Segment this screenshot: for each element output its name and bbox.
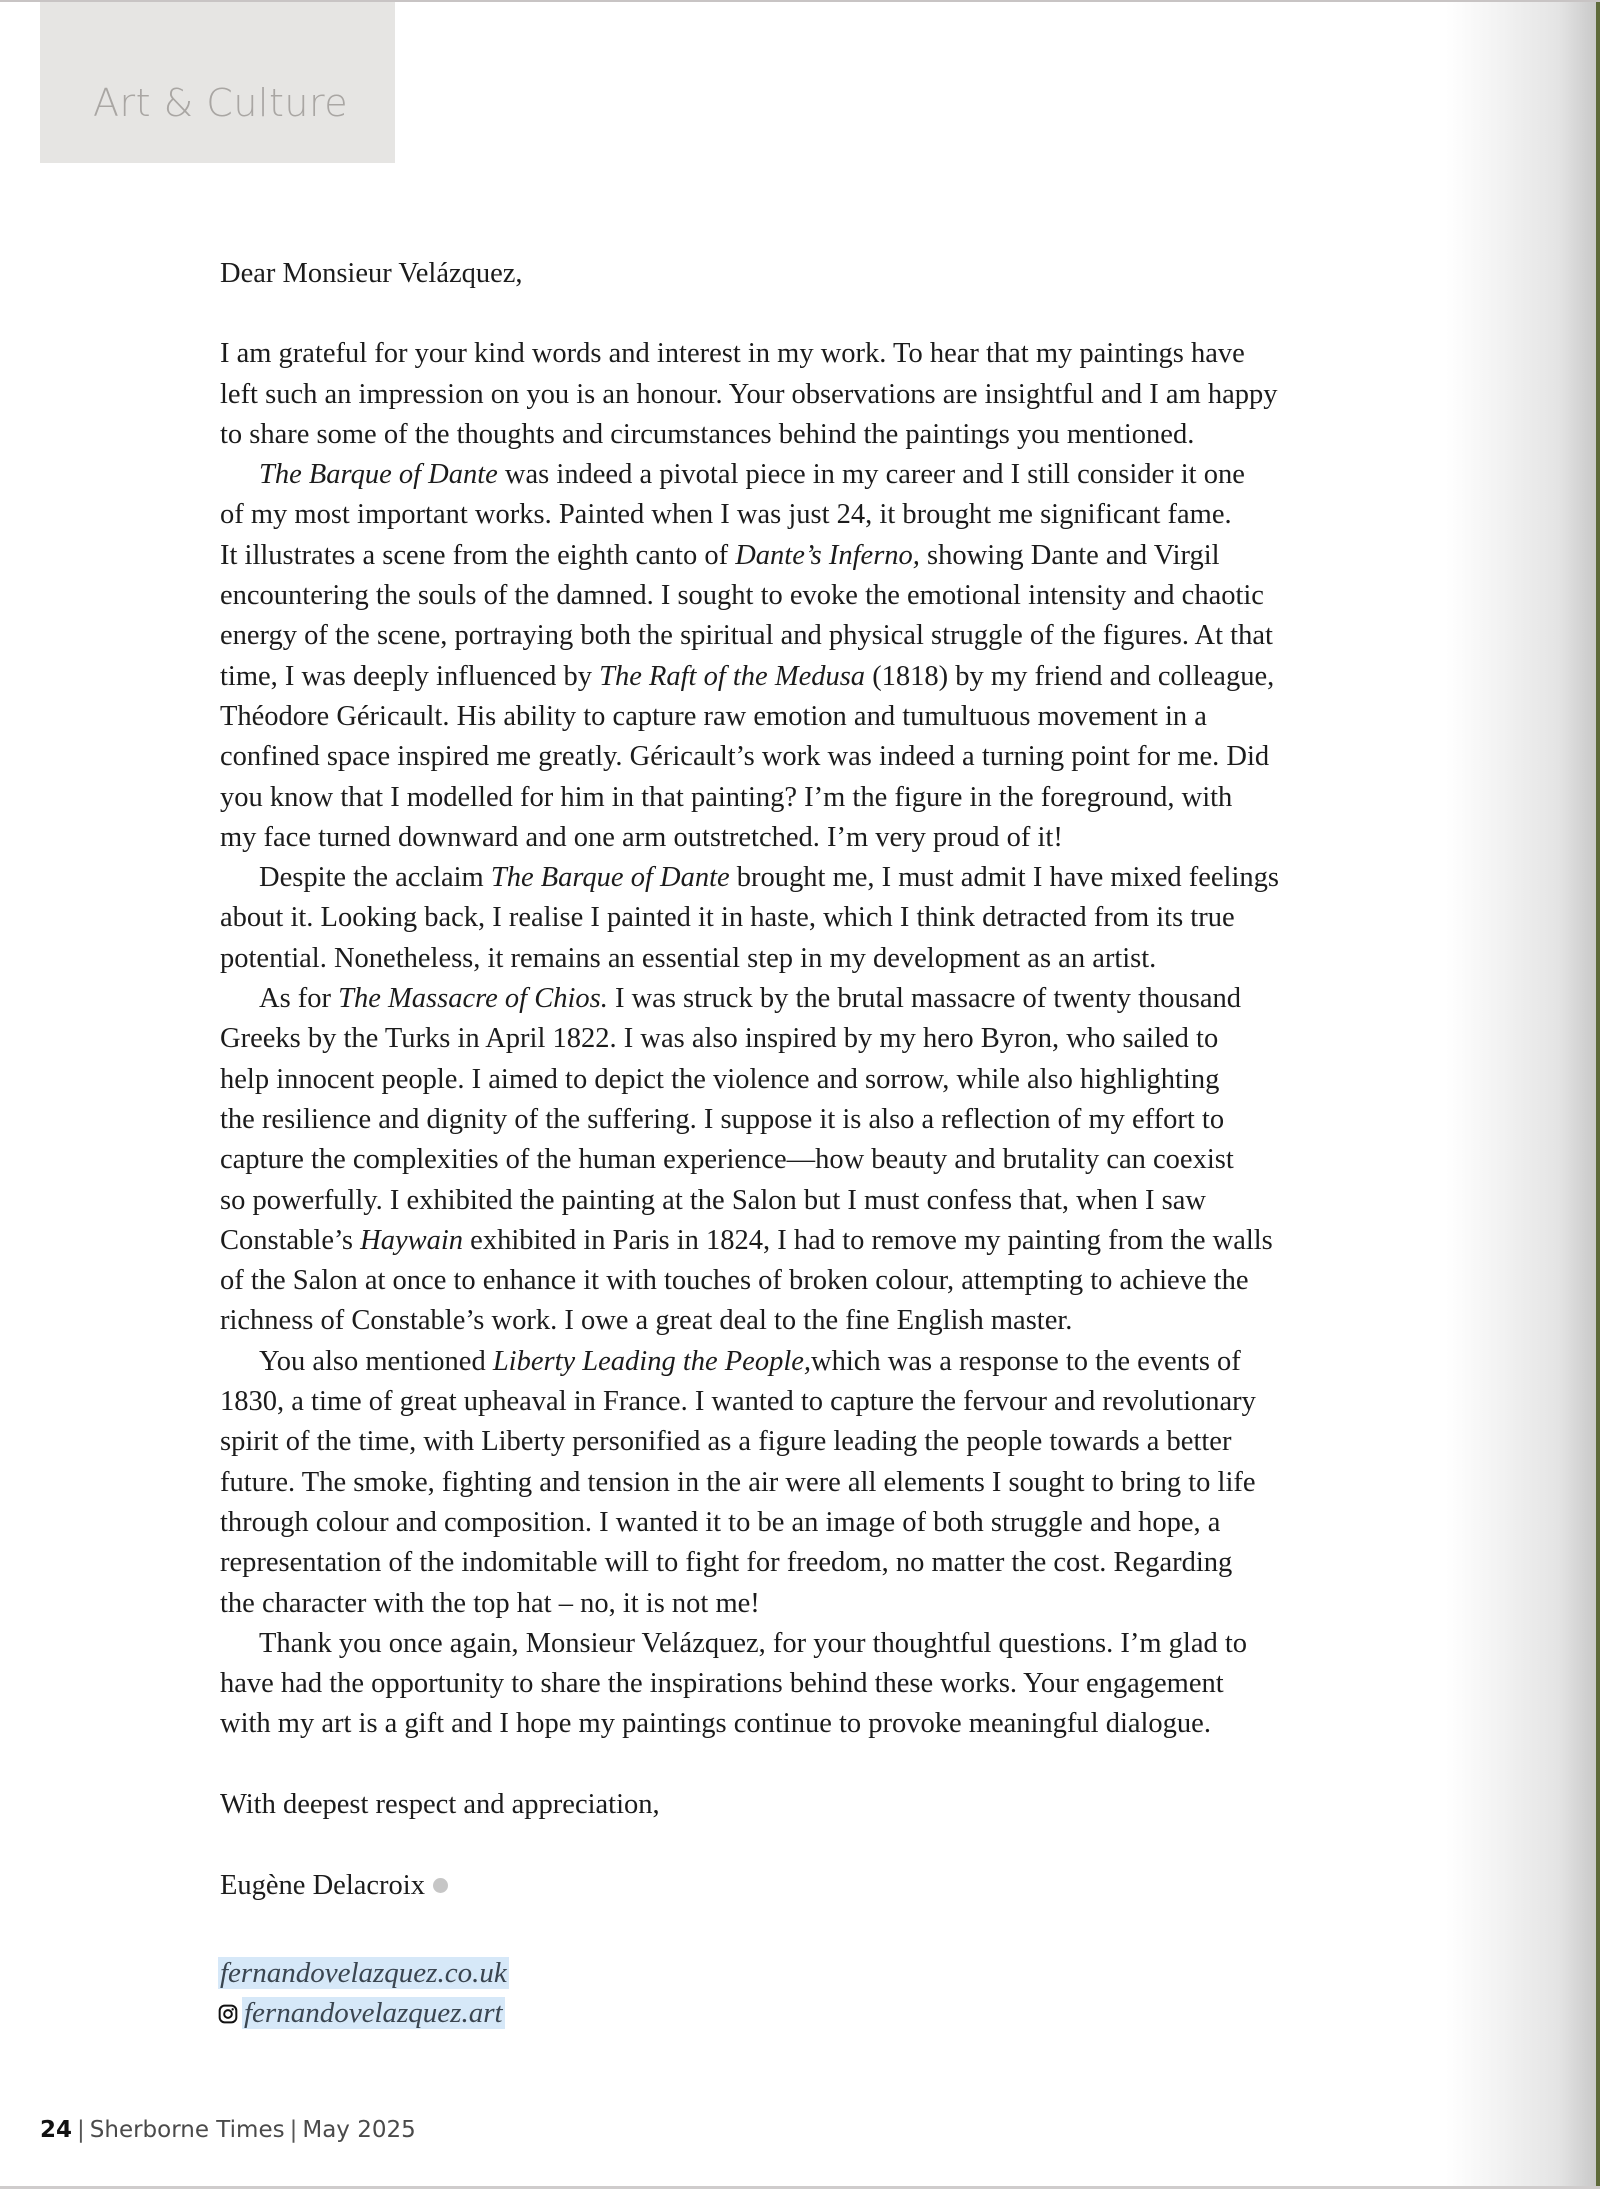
text-line <box>220 536 1360 576</box>
text-run: about it. Looking back, I realise I painted it in haste, which I think detracted from its true <box>220 902 1235 934</box>
instagram-row <box>218 1993 509 2033</box>
text-run: exhibited in Paris in 1824, I had to remove my painting from the walls <box>463 1224 1273 1256</box>
text-line <box>220 1584 1360 1624</box>
website-row <box>218 1953 509 1993</box>
paragraph-first-line <box>220 455 1360 495</box>
text-run: time, I was deeply influenced by <box>220 660 600 692</box>
signature-row <box>220 1866 1360 1906</box>
artwork-title: The Barque of Dante <box>259 459 498 491</box>
text-line <box>220 415 1360 455</box>
letter-paragraphs <box>220 334 1360 1744</box>
gutter-shadow <box>1446 2 1596 2186</box>
publication-name: Sherborne Times <box>89 2117 285 2143</box>
paragraph-first-line <box>220 979 1360 1019</box>
paragraph-first-line <box>220 858 1360 898</box>
text-run: so powerfully. I exhibited the painting at the Salon but I must confess that, when I saw <box>220 1184 1206 1216</box>
text-line <box>220 1060 1360 1100</box>
text-line <box>220 697 1360 737</box>
text-run: (1818) by my friend and colleague, <box>865 660 1275 692</box>
text-run: Despite the acclaim <box>259 862 491 894</box>
text-run: with my art is a gift and I hope my paintings continue to provoke meaningful dialogue. <box>220 1708 1211 1740</box>
text-run: through colour and composition. I wanted it to be an image of both struggle and hope, a <box>220 1506 1221 1538</box>
page-number: 24 <box>40 2117 73 2143</box>
salutation: Dear Monsieur Velázquez, <box>220 258 523 289</box>
text-line <box>220 1301 1360 1341</box>
text-run: encountering the souls of the damned. I sought to evoke the emotional intensity and chaotic <box>220 580 1264 612</box>
text-run: left such an impression on you is an honour. Your observations are insightful and I am happy <box>220 378 1278 410</box>
letter-body <box>220 254 1360 1906</box>
text-line <box>220 898 1360 938</box>
text-run: You also mentioned <box>259 1345 493 1377</box>
text-run: 1830, a time of great upheaval in France. I wanted to capture the fervour and revolutionary <box>220 1386 1256 1418</box>
text-line <box>220 657 1360 697</box>
text-line <box>220 616 1360 656</box>
end-mark-icon <box>433 1878 448 1893</box>
text-line <box>220 1019 1360 1059</box>
artwork-title: The Raft of the Medusa <box>599 660 866 692</box>
text-run: As for <box>259 983 339 1015</box>
text-line <box>220 1463 1360 1503</box>
issue-date: May 2025 <box>302 2117 416 2143</box>
text-run: It illustrates a scene from the eighth canto of <box>220 539 736 571</box>
section-label: Art & Culture <box>93 81 349 125</box>
page-footer <box>40 2119 416 2142</box>
text-run: my face turned downward and one arm outstretched. I’m very proud of it! <box>220 821 1063 853</box>
text-run: confined space inspired me greatly. Géricault’s work was indeed a turning point for me. Did <box>220 741 1270 773</box>
text-run: brought me, I must admit I have mixed feelings <box>729 862 1279 894</box>
artwork-title: Dante’s Inferno, <box>735 539 920 571</box>
footer-separator: | <box>289 2117 298 2143</box>
text-line <box>220 334 1360 374</box>
text-run: was indeed a pivotal piece in my career and I still consider it one <box>497 459 1245 491</box>
text-line <box>220 818 1360 858</box>
text-run: of my most important works. Painted when I was just 24, it brought me significant fame. <box>220 499 1232 531</box>
text-run: the character with the top hat – no, it is not me! <box>220 1587 760 1619</box>
closing: With deepest respect and appreciation, <box>220 1788 660 1820</box>
text-line <box>220 1181 1360 1221</box>
signature: Eugène Delacroix <box>220 1869 425 1901</box>
text-line <box>220 576 1360 616</box>
text-line <box>220 375 1360 415</box>
artwork-title: Haywain <box>360 1224 464 1256</box>
text-run: you know that I modelled for him in that painting? I’m the figure in the foreground, with <box>220 781 1233 813</box>
text-run: I was struck by the brutal massacre of twenty thousand <box>607 983 1242 1015</box>
text-run: I am grateful for your kind words and interest in my work. To hear that my paintings have <box>220 338 1245 370</box>
text-line <box>220 939 1360 979</box>
text-run: energy of the scene, portraying both the spiritual and physical struggle of the figures. At that <box>220 620 1273 652</box>
artwork-title: The Massacre of Chios. <box>338 983 608 1015</box>
spacer <box>220 1745 1360 1785</box>
spacer <box>220 1825 1360 1865</box>
instagram-link[interactable]: fernandovelazquez.art <box>244 1997 503 2029</box>
text-run: richness of Constable’s work. I owe a great deal to the fine English master. <box>220 1305 1073 1337</box>
text-run: potential. Nonetheless, it remains an essential step in my development as an artist. <box>220 942 1157 974</box>
section-tab <box>40 2 395 163</box>
text-line <box>220 1140 1360 1180</box>
text-run: Théodore Géricault. His ability to capture raw emotion and tumultuous movement in a <box>220 700 1207 732</box>
text-run: of the Salon at once to enhance it with touches of broken colour, attempting to achieve the <box>220 1265 1249 1297</box>
text-line <box>220 1100 1360 1140</box>
text-line <box>220 1664 1360 1704</box>
text-run: to share some of the thoughts and circumstances behind the paintings you mentioned. <box>220 418 1195 450</box>
spine-edge <box>1596 2 1600 2186</box>
text-run: future. The smoke, fighting and tension in the air were all elements I sought to bring to life <box>220 1466 1256 1498</box>
text-line <box>220 1503 1360 1543</box>
paragraph-first-line <box>220 1342 1360 1382</box>
instagram-icon <box>218 2004 238 2024</box>
text-line <box>220 1221 1360 1261</box>
text-run: Constable’s <box>220 1224 361 1256</box>
text-run: representation of the indomitable will to fight for freedom, no matter the cost. Regarding <box>220 1547 1233 1579</box>
footer-separator: | <box>77 2117 85 2143</box>
text-line <box>220 1704 1360 1744</box>
artwork-title: The Barque of Dante <box>490 862 730 894</box>
text-run: have had the opportunity to share the inspirations behind these works. Your engagement <box>220 1668 1224 1700</box>
text-run: capture the complexities of the human experience—how beauty and brutality can coexist <box>220 1144 1234 1176</box>
text-line <box>220 1543 1360 1583</box>
text-line <box>220 495 1360 535</box>
text-line <box>220 778 1360 818</box>
text-line <box>220 1261 1360 1301</box>
paragraph-first-line <box>220 1624 1360 1664</box>
text-run: Greeks by the Turks in April 1822. I was also inspired by my hero Byron, who sailed to <box>220 1023 1219 1055</box>
text-run: Thank you once again, Monsieur Velázquez, for your thoughtful questions. I’m glad to <box>259 1627 1248 1659</box>
text-run: spirit of the time, with Liberty personified as a figure leading the people towards a better <box>220 1426 1232 1458</box>
text-line <box>220 737 1360 777</box>
website-link[interactable]: fernandovelazquez.co.uk <box>220 1957 507 1989</box>
contact-links <box>218 1953 509 2033</box>
text-line <box>220 1382 1360 1422</box>
artwork-title: Liberty Leading the People, <box>492 1345 812 1377</box>
text-run: help innocent people. I aimed to depict the violence and sorrow, while also highlighting <box>220 1063 1220 1095</box>
text-run: the resilience and dignity of the suffering. I suppose it is also a reflection of my effort to <box>220 1103 1225 1135</box>
text-run: which was a response to the events of <box>811 1345 1241 1377</box>
text-line <box>220 1422 1360 1462</box>
text-run: showing Dante and Virgil <box>919 539 1220 571</box>
